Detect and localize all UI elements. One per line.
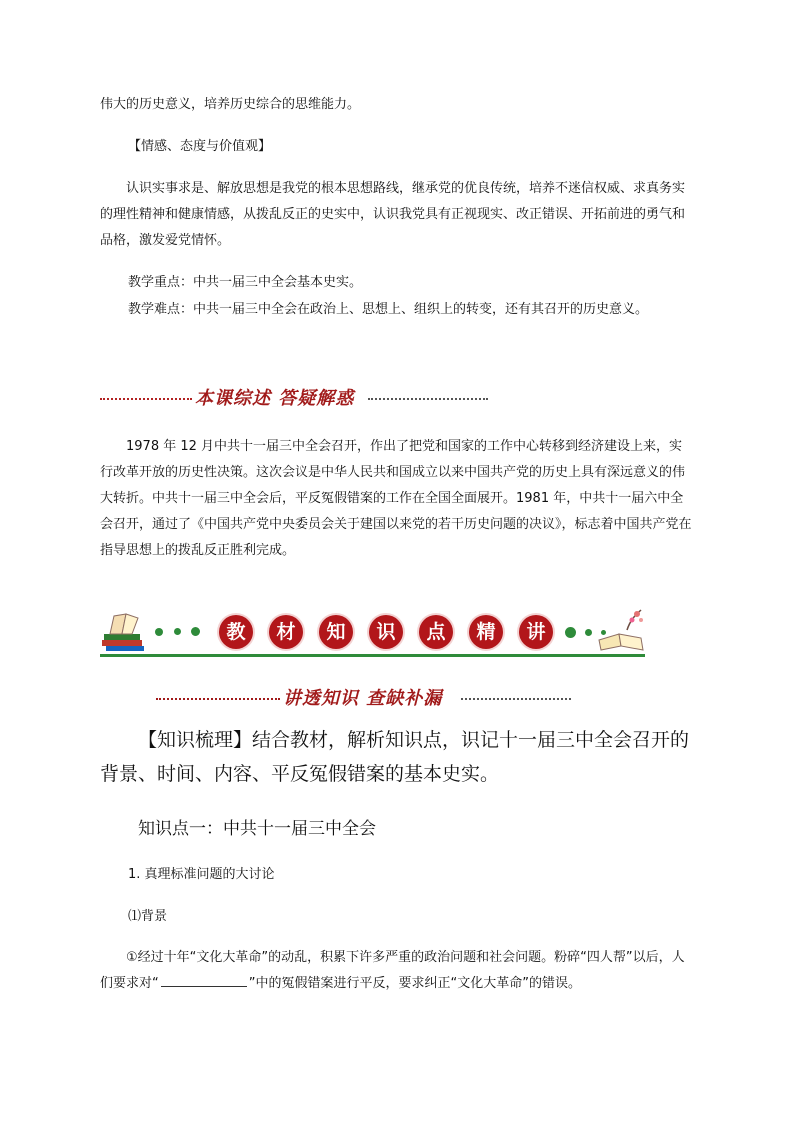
summary-paragraph: 1978 年 12 月中共十一届三中全会召开，作出了把党和国家的工作中心转移到经济建设上来，实行改革开放的历史性决策。这次会议是中华人民共和国成立以来中国共产党的历史上具有深远意义的伟大转折。中共十一届三中全会后，平反冤假错案的工作在全国全面展开。1981 年，中共十一届六中全会召开，通过了《中国共产党中央委员会关于建国以来党的若干历史问题的决议》，标志着中国共产党在指导思想上的拨乱反正胜利完成。 <box>100 439 692 558</box>
dotted-rule-left <box>156 698 280 700</box>
banner-char: 知 <box>319 615 353 649</box>
banner-char: 点 <box>419 615 453 649</box>
difficult-point: 教学难点：中共一届三中全会在政治上、思想上、组织上的转变，还有其召开的历史意义。 <box>128 302 649 317</box>
section-title-text: 讲透知识 查缺补漏 <box>283 688 443 709</box>
background-text-part2: ”中的冤假错案进行平反，要求纠正“文化大革命”的错误。 <box>248 976 581 991</box>
dotted-rule-left <box>100 398 192 400</box>
banner-char: 教 <box>219 615 253 649</box>
knowledge-intro: 【知识梳理】结合教材，解析知识点，识记十一届三中全会召开的背景、时间、内容、平反冤假错案的基本史实。 <box>100 729 690 785</box>
emotion-paragraph: 认识实事求是、解放思想是我党的根本思想路线，继承党的优良传统，培养不迷信权威、求真务实的理性精神和健康情感，从拨乱反正的史实中，认识我党具有正视现实、改正错误、开拓前进的勇气和品格，激发爱党情怀。 <box>100 181 686 248</box>
section-title-text: 本课综述 答疑解惑 <box>195 388 355 409</box>
banner-underline <box>100 654 645 657</box>
emotion-heading: 【情感、态度与价值观】 <box>128 139 272 154</box>
banner-char: 识 <box>369 615 403 649</box>
background-paragraph <box>100 945 692 997</box>
item-heading: 1. 真理标准问题的大讨论 <box>128 867 275 882</box>
books-icon <box>100 610 148 654</box>
key-point: 教学重点：中共一届三中全会基本史实。 <box>128 275 363 290</box>
section-title-summary <box>100 386 500 410</box>
section-banner <box>100 606 645 664</box>
dotted-rule-right <box>461 698 571 700</box>
open-book-icon <box>597 606 645 654</box>
banner-char: 讲 <box>519 615 553 649</box>
banner-char: 材 <box>269 615 303 649</box>
item-subheading: ⑴背景 <box>128 909 168 924</box>
section-title-knowledge <box>156 686 576 710</box>
blank-fill-line[interactable] <box>161 972 247 987</box>
intro-line: 伟大的历史意义，培养历史综合的思维能力。 <box>100 97 361 112</box>
banner-char: 精 <box>469 615 503 649</box>
dotted-rule-right <box>368 398 488 400</box>
knowledge-point-title: 知识点一：中共十一届三中全会 <box>138 819 376 839</box>
background-text-part1: ①经过十年“文化大革命”的动乱，积累下许多严重的政治问题和社会问题。粉碎“四人帮”以后，人们要求对“ <box>100 950 685 991</box>
